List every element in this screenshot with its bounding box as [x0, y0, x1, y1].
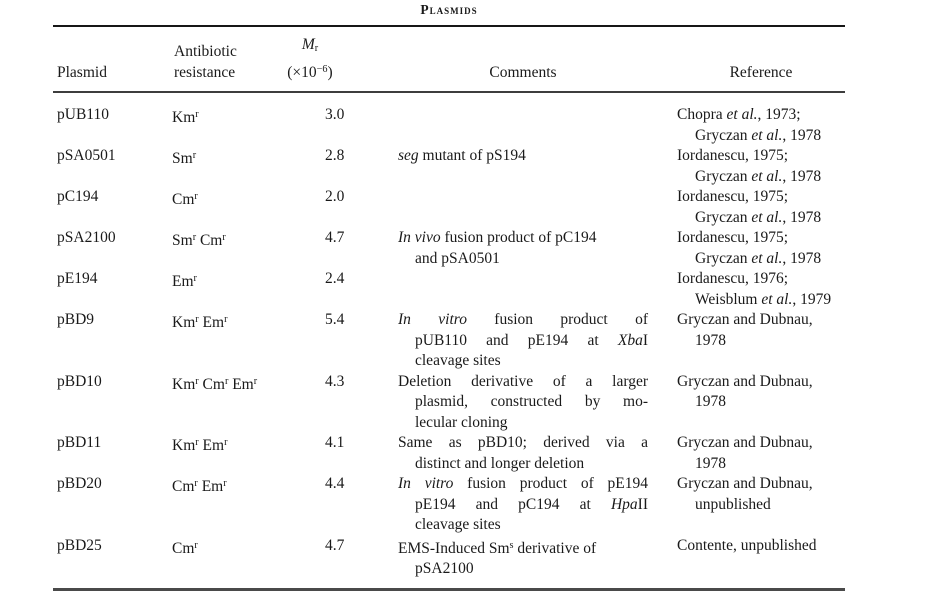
cell-antibiotic-resistance: Km$^r$ [172, 109, 199, 127]
cell-reference [660, 372, 845, 434]
table-row [53, 433, 845, 474]
cell-reference [660, 228, 845, 269]
text-line: Iordanescu, 1975; [677, 188, 789, 206]
cell-antibiotic-resistance: Cm$^r$ Em$^r$ [172, 478, 227, 496]
plasmids-table-figure [53, 2, 845, 591]
cell-comments [385, 187, 660, 228]
text-line: Iordanescu, 1975; [677, 147, 789, 165]
cell-reference [660, 310, 845, 372]
text-line: Gryczan and Dubnau, [677, 311, 813, 329]
cell-mr: 4.7 [325, 229, 345, 247]
text-line: 1978 [695, 393, 726, 411]
cell-plasmid: pBD20 [57, 475, 102, 493]
text-line: Same as pBD10; derived via a [398, 434, 648, 452]
column-header-comments [385, 35, 660, 83]
cell-mr: 2.0 [325, 188, 345, 206]
text-line: Gryczan et al., 1978 [695, 208, 822, 226]
text-line: cleavage sites [415, 352, 501, 370]
cell-reference [660, 269, 845, 310]
cell-reference [660, 105, 845, 146]
table-title: Plasmids [420, 2, 478, 17]
cell-reference [660, 474, 845, 536]
text-line: 1978 [695, 454, 726, 472]
table-row [53, 474, 845, 536]
text-line: lecular cloning [415, 413, 508, 431]
cell-plasmid: pBD25 [57, 536, 102, 554]
cell-mr: 3.0 [325, 106, 345, 124]
cell-comments [385, 228, 660, 269]
text-line: Gryczan et al., 1978 [695, 249, 822, 267]
text-line: Deletion derivative of a larger [398, 372, 648, 390]
cell-plasmid: pC194 [57, 188, 99, 206]
cell-mr: 4.3 [325, 372, 345, 390]
text-line: cleavage sites [415, 516, 501, 534]
text-line: Reference [729, 63, 793, 81]
text-line: and pSA0501 [415, 249, 500, 267]
cell-plasmid: pBD9 [57, 311, 95, 329]
text-line: Gryczan et al., 1978 [695, 126, 822, 144]
cell-reference [660, 187, 845, 228]
cell-comments [385, 433, 660, 474]
text-line: Mr [301, 36, 319, 55]
text-line: In vitro fusion product of [398, 311, 648, 329]
cell-plasmid: pUB110 [57, 106, 109, 124]
text-line: Comments [489, 63, 557, 81]
cell-mr: 4.1 [325, 434, 345, 452]
text-line: pUB110 and pE194 at XbaI [415, 331, 648, 349]
text-line: seg mutant of pS194 [398, 147, 526, 165]
table-row [53, 187, 845, 228]
cell-antibiotic-resistance: Cm$^r$ [172, 191, 198, 209]
text-line: Gryczan and Dubnau, [677, 372, 813, 390]
cell-mr: 5.4 [325, 311, 345, 329]
text-line: Contente, unpublished [677, 536, 817, 554]
cell-antibiotic-resistance: Km$^r$ Em$^r$ [172, 437, 228, 455]
cell-plasmid: pSA0501 [57, 147, 116, 165]
text-line: Iordanescu, 1975; [677, 229, 789, 247]
table-header [53, 27, 845, 93]
cell-plasmid: pBD11 [57, 434, 102, 452]
cell-antibiotic-resistance: Sm$^r$ [172, 150, 197, 168]
cell-reference [660, 433, 845, 474]
cell-comments [385, 474, 660, 536]
cell-comments [385, 310, 660, 372]
text-line: pSA2100 [415, 560, 474, 578]
text-line: Gryczan et al., 1978 [695, 167, 822, 185]
cell-antibiotic-resistance: Km$^r$ Em$^r$ [172, 314, 228, 332]
table-row [53, 536, 845, 580]
cell-comments [385, 372, 660, 434]
text-line: Iordanescu, 1976; [677, 270, 789, 288]
text-line: plasmid, constructed by mo- [415, 393, 648, 411]
text-line: resistance [174, 63, 236, 81]
cell-comments [385, 269, 660, 310]
text-line: $(\times 10^{-6})$ [287, 63, 333, 81]
text-line: pE194 and pC194 at HpaII [415, 495, 648, 513]
text-line: unpublished [695, 495, 771, 513]
text-line: EMS-Induced Sm$^s$ derivative of [398, 539, 597, 557]
cell-antibiotic-resistance: Cm$^r$ [172, 539, 198, 557]
cell-antibiotic-resistance: Sm$^r$ Cm$^r$ [172, 232, 226, 250]
table-row [53, 146, 845, 187]
text-line: In vivo fusion product of pC194 [398, 229, 597, 247]
text-line: Gryczan and Dubnau, [677, 475, 813, 493]
column-header-plasmid [53, 35, 172, 83]
cell-mr: 4.4 [325, 475, 345, 493]
text-line: 1978 [695, 331, 726, 349]
cell-comments [385, 536, 660, 580]
table-header-row [53, 35, 845, 83]
text-line: distinct and longer deletion [415, 454, 585, 472]
text-line: Antibiotic [174, 43, 237, 61]
table-body [53, 93, 845, 588]
text-line: Weisblum et al., 1979 [695, 290, 832, 308]
table-row [53, 310, 845, 372]
column-header-antibiotic-resistance [172, 35, 265, 83]
text-line: In vitro fusion product of pE194 [398, 475, 648, 493]
cell-reference [660, 536, 845, 580]
cell-plasmid: pE194 [57, 270, 98, 288]
text-line: Plasmid [57, 63, 107, 81]
cell-plasmid: pBD10 [57, 372, 102, 390]
cell-antibiotic-resistance: Em$^r$ [172, 273, 197, 291]
cell-comments [385, 146, 660, 187]
column-header-reference [660, 35, 845, 83]
table-row [53, 269, 845, 310]
column-header-mr [265, 35, 385, 83]
cell-comments [385, 105, 660, 146]
text-line: Gryczan and Dubnau, [677, 434, 813, 452]
cell-antibiotic-resistance: Km$^r$ Cm$^r$ Em$^r$ [172, 375, 258, 393]
cell-mr: 2.8 [325, 147, 345, 165]
cell-plasmid: pSA2100 [57, 229, 116, 247]
plasmids-table [53, 25, 845, 591]
cell-mr: 2.4 [325, 270, 345, 288]
table-row [53, 105, 845, 146]
cell-reference [660, 146, 845, 187]
table-row [53, 372, 845, 434]
table-row [53, 228, 845, 269]
cell-mr: 4.7 [325, 536, 345, 554]
text-line: Chopra et al., 1973; [677, 106, 801, 124]
